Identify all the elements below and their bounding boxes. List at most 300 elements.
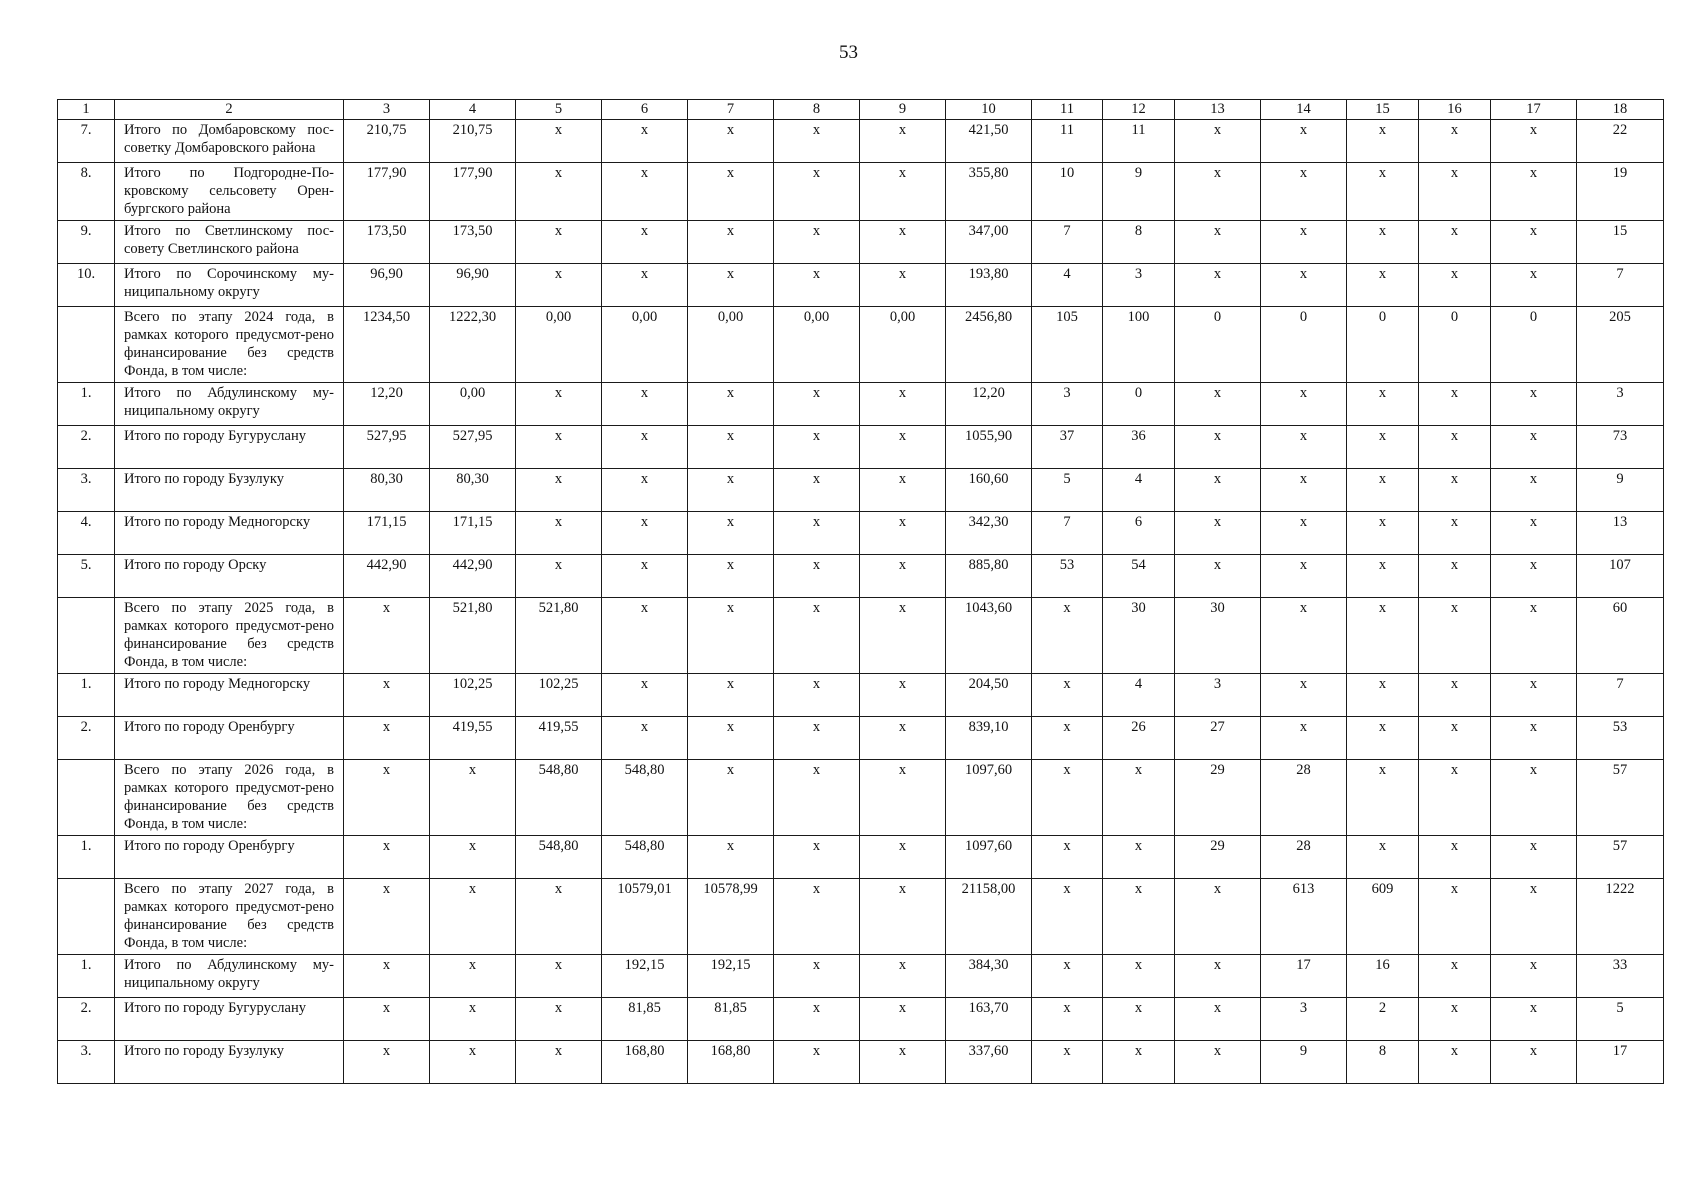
value-cell-col-18: 13 — [1577, 512, 1664, 555]
value-cell-col-17: x — [1491, 760, 1577, 836]
value-cell-col-15: x — [1347, 264, 1419, 307]
value-cell-col-4: 171,15 — [430, 512, 516, 555]
value-cell-col-12: 36 — [1103, 426, 1175, 469]
value-cell-col-14: x — [1261, 717, 1347, 760]
value-cell-col-10: 355,80 — [946, 163, 1032, 221]
value-cell-col-13: 29 — [1175, 760, 1261, 836]
column-number-7: 7 — [688, 100, 774, 120]
value-cell-col-17: x — [1491, 879, 1577, 955]
value-cell-col-10: 193,80 — [946, 264, 1032, 307]
value-cell-col-8: x — [774, 555, 860, 598]
row-name-cell: Всего по этапу 2025 года, в рамках которого предусмот-рено финансирование без средств Фонда, в том числе: — [115, 598, 344, 674]
value-cell-col-15: 16 — [1347, 955, 1419, 998]
value-cell-col-17: x — [1491, 555, 1577, 598]
value-cell-col-3: 527,95 — [344, 426, 430, 469]
value-cell-col-18: 19 — [1577, 163, 1664, 221]
value-cell-col-15: x — [1347, 383, 1419, 426]
value-cell-col-4: x — [430, 760, 516, 836]
value-cell-col-6: x — [602, 469, 688, 512]
value-cell-col-15: x — [1347, 836, 1419, 879]
value-cell-col-12: x — [1103, 1041, 1175, 1084]
value-cell-col-14: x — [1261, 555, 1347, 598]
value-cell-col-3: x — [344, 836, 430, 879]
value-cell-col-5: x — [516, 1041, 602, 1084]
value-cell-col-13: x — [1175, 998, 1261, 1041]
value-cell-col-11: 4 — [1032, 264, 1103, 307]
value-cell-col-7: x — [688, 598, 774, 674]
value-cell-col-18: 107 — [1577, 555, 1664, 598]
value-cell-col-3: x — [344, 674, 430, 717]
value-cell-col-15: x — [1347, 555, 1419, 598]
value-cell-col-4: x — [430, 955, 516, 998]
value-cell-col-8: x — [774, 674, 860, 717]
value-cell-col-4: x — [430, 998, 516, 1041]
value-cell-col-12: x — [1103, 879, 1175, 955]
value-cell-col-14: 3 — [1261, 998, 1347, 1041]
value-cell-col-3: x — [344, 717, 430, 760]
value-cell-col-15: 2 — [1347, 998, 1419, 1041]
value-cell-col-13: x — [1175, 120, 1261, 163]
value-cell-col-12: 30 — [1103, 598, 1175, 674]
value-cell-col-9: 0,00 — [860, 307, 946, 383]
value-cell-col-16: x — [1419, 717, 1491, 760]
value-cell-col-5: x — [516, 426, 602, 469]
table-row — [58, 383, 1664, 426]
row-name-cell: Итого по Сорочинскому му-ниципальному округу — [115, 264, 344, 307]
value-cell-col-4: 0,00 — [430, 383, 516, 426]
value-cell-col-9: x — [860, 1041, 946, 1084]
value-cell-col-14: x — [1261, 120, 1347, 163]
value-cell-col-4: 527,95 — [430, 426, 516, 469]
value-cell-col-7: x — [688, 555, 774, 598]
value-cell-col-11: 53 — [1032, 555, 1103, 598]
value-cell-col-3: 171,15 — [344, 512, 430, 555]
value-cell-col-9: x — [860, 879, 946, 955]
value-cell-col-12: x — [1103, 760, 1175, 836]
value-cell-col-12: x — [1103, 836, 1175, 879]
value-cell-col-9: x — [860, 512, 946, 555]
value-cell-col-13: x — [1175, 264, 1261, 307]
value-cell-col-10: 337,60 — [946, 1041, 1032, 1084]
value-cell-col-13: x — [1175, 512, 1261, 555]
table-row — [58, 879, 1664, 955]
value-cell-col-16: x — [1419, 836, 1491, 879]
value-cell-col-15: x — [1347, 221, 1419, 264]
value-cell-col-5: x — [516, 163, 602, 221]
value-cell-col-5: x — [516, 512, 602, 555]
value-cell-col-5: 548,80 — [516, 760, 602, 836]
value-cell-col-15: x — [1347, 760, 1419, 836]
value-cell-col-3: 173,50 — [344, 221, 430, 264]
value-cell-col-6: 81,85 — [602, 998, 688, 1041]
value-cell-col-14: x — [1261, 264, 1347, 307]
value-cell-col-10: 384,30 — [946, 955, 1032, 998]
value-cell-col-7: x — [688, 120, 774, 163]
value-cell-col-5: x — [516, 955, 602, 998]
value-cell-col-3: 442,90 — [344, 555, 430, 598]
column-number-17: 17 — [1491, 100, 1577, 120]
row-number-cell: 10. — [58, 264, 115, 307]
row-name-cell: Итого по городу Оренбургу — [115, 717, 344, 760]
value-cell-col-14: x — [1261, 383, 1347, 426]
value-cell-col-10: 204,50 — [946, 674, 1032, 717]
row-name-cell: Всего по этапу 2027 года, в рамках которого предусмот-рено финансирование без средств Фонда, в том числе: — [115, 879, 344, 955]
row-number-cell: 1. — [58, 955, 115, 998]
value-cell-col-16: x — [1419, 879, 1491, 955]
value-cell-col-13: x — [1175, 879, 1261, 955]
value-cell-col-5: x — [516, 221, 602, 264]
value-cell-col-6: x — [602, 120, 688, 163]
row-number-cell — [58, 760, 115, 836]
row-name-cell: Итого по городу Бугуруслану — [115, 998, 344, 1041]
value-cell-col-17: x — [1491, 598, 1577, 674]
value-cell-col-16: x — [1419, 221, 1491, 264]
value-cell-col-11: x — [1032, 598, 1103, 674]
value-cell-col-17: x — [1491, 1041, 1577, 1084]
value-cell-col-7: x — [688, 760, 774, 836]
value-cell-col-14: 28 — [1261, 760, 1347, 836]
row-name-cell: Итого по городу Оренбургу — [115, 836, 344, 879]
table-row — [58, 469, 1664, 512]
value-cell-col-18: 205 — [1577, 307, 1664, 383]
value-cell-col-18: 5 — [1577, 998, 1664, 1041]
row-number-cell — [58, 598, 115, 674]
value-cell-col-11: x — [1032, 998, 1103, 1041]
value-cell-col-7: x — [688, 674, 774, 717]
column-number-11: 11 — [1032, 100, 1103, 120]
value-cell-col-14: x — [1261, 598, 1347, 674]
value-cell-col-7: x — [688, 512, 774, 555]
value-cell-col-9: x — [860, 555, 946, 598]
value-cell-col-11: 5 — [1032, 469, 1103, 512]
value-cell-col-11: 7 — [1032, 512, 1103, 555]
value-cell-col-12: x — [1103, 955, 1175, 998]
value-cell-col-11: 11 — [1032, 120, 1103, 163]
row-name-cell: Итого по городу Бузулуку — [115, 469, 344, 512]
value-cell-col-5: x — [516, 879, 602, 955]
value-cell-col-8: 0,00 — [774, 307, 860, 383]
value-cell-col-8: x — [774, 469, 860, 512]
value-cell-col-18: 33 — [1577, 955, 1664, 998]
value-cell-col-17: x — [1491, 674, 1577, 717]
column-number-10: 10 — [946, 100, 1032, 120]
value-cell-col-13: 30 — [1175, 598, 1261, 674]
value-cell-col-4: x — [430, 836, 516, 879]
value-cell-col-4: 173,50 — [430, 221, 516, 264]
value-cell-col-18: 57 — [1577, 836, 1664, 879]
value-cell-col-16: x — [1419, 163, 1491, 221]
row-number-cell: 4. — [58, 512, 115, 555]
value-cell-col-10: 885,80 — [946, 555, 1032, 598]
value-cell-col-18: 53 — [1577, 717, 1664, 760]
row-number-cell — [58, 879, 115, 955]
value-cell-col-7: x — [688, 163, 774, 221]
value-cell-col-16: x — [1419, 555, 1491, 598]
value-cell-col-13: 27 — [1175, 717, 1261, 760]
value-cell-col-5: 419,55 — [516, 717, 602, 760]
value-cell-col-3: 12,20 — [344, 383, 430, 426]
value-cell-col-4: x — [430, 879, 516, 955]
value-cell-col-12: 0 — [1103, 383, 1175, 426]
table-row — [58, 307, 1664, 383]
row-name-cell: Итого по городу Орску — [115, 555, 344, 598]
value-cell-col-6: x — [602, 264, 688, 307]
value-cell-col-3: x — [344, 879, 430, 955]
value-cell-col-7: x — [688, 469, 774, 512]
column-number-16: 16 — [1419, 100, 1491, 120]
value-cell-col-15: 0 — [1347, 307, 1419, 383]
value-cell-col-11: 7 — [1032, 221, 1103, 264]
column-number-13: 13 — [1175, 100, 1261, 120]
value-cell-col-16: x — [1419, 264, 1491, 307]
column-number-9: 9 — [860, 100, 946, 120]
value-cell-col-12: 9 — [1103, 163, 1175, 221]
table-row — [58, 760, 1664, 836]
value-cell-col-10: 2456,80 — [946, 307, 1032, 383]
value-cell-col-13: 3 — [1175, 674, 1261, 717]
value-cell-col-16: x — [1419, 383, 1491, 426]
value-cell-col-10: 421,50 — [946, 120, 1032, 163]
table-row — [58, 998, 1664, 1041]
value-cell-col-9: x — [860, 717, 946, 760]
value-cell-col-9: x — [860, 998, 946, 1041]
value-cell-col-10: 1055,90 — [946, 426, 1032, 469]
row-number-cell: 9. — [58, 221, 115, 264]
value-cell-col-6: x — [602, 383, 688, 426]
value-cell-col-3: 177,90 — [344, 163, 430, 221]
value-cell-col-8: x — [774, 717, 860, 760]
column-number-4: 4 — [430, 100, 516, 120]
table-row — [58, 598, 1664, 674]
value-cell-col-17: x — [1491, 163, 1577, 221]
value-cell-col-15: x — [1347, 120, 1419, 163]
value-cell-col-11: 3 — [1032, 383, 1103, 426]
value-cell-col-13: 0 — [1175, 307, 1261, 383]
value-cell-col-12: x — [1103, 998, 1175, 1041]
value-cell-col-5: 102,25 — [516, 674, 602, 717]
page-number: 53 — [839, 42, 858, 63]
value-cell-col-6: x — [602, 221, 688, 264]
value-cell-col-4: 442,90 — [430, 555, 516, 598]
value-cell-col-12: 8 — [1103, 221, 1175, 264]
value-cell-col-9: x — [860, 469, 946, 512]
value-cell-col-12: 3 — [1103, 264, 1175, 307]
value-cell-col-17: x — [1491, 383, 1577, 426]
value-cell-col-15: x — [1347, 163, 1419, 221]
row-number-cell: 3. — [58, 1041, 115, 1084]
value-cell-col-13: x — [1175, 426, 1261, 469]
value-cell-col-9: x — [860, 264, 946, 307]
value-cell-col-5: 521,80 — [516, 598, 602, 674]
value-cell-col-8: x — [774, 264, 860, 307]
table-row — [58, 512, 1664, 555]
value-cell-col-18: 7 — [1577, 674, 1664, 717]
row-name-cell: Итого по Светлинскому пос-совету Светлинского района — [115, 221, 344, 264]
value-cell-col-3: 1234,50 — [344, 307, 430, 383]
value-cell-col-13: x — [1175, 555, 1261, 598]
value-cell-col-16: x — [1419, 760, 1491, 836]
value-cell-col-5: x — [516, 469, 602, 512]
value-cell-col-6: 0,00 — [602, 307, 688, 383]
value-cell-col-16: x — [1419, 955, 1491, 998]
table-row — [58, 163, 1664, 221]
value-cell-col-11: x — [1032, 879, 1103, 955]
value-cell-col-13: x — [1175, 1041, 1261, 1084]
value-cell-col-10: 160,60 — [946, 469, 1032, 512]
column-number-18: 18 — [1577, 100, 1664, 120]
value-cell-col-14: x — [1261, 512, 1347, 555]
value-cell-col-17: x — [1491, 264, 1577, 307]
value-cell-col-4: x — [430, 1041, 516, 1084]
value-cell-col-10: 1097,60 — [946, 836, 1032, 879]
value-cell-col-6: x — [602, 717, 688, 760]
value-cell-col-16: x — [1419, 426, 1491, 469]
value-cell-col-10: 1097,60 — [946, 760, 1032, 836]
value-cell-col-9: x — [860, 760, 946, 836]
value-cell-col-6: x — [602, 426, 688, 469]
value-cell-col-10: 347,00 — [946, 221, 1032, 264]
value-cell-col-12: 6 — [1103, 512, 1175, 555]
value-cell-col-11: x — [1032, 760, 1103, 836]
column-number-5: 5 — [516, 100, 602, 120]
table-row — [58, 264, 1664, 307]
value-cell-col-7: 10578,99 — [688, 879, 774, 955]
value-cell-col-12: 26 — [1103, 717, 1175, 760]
table-row — [58, 1041, 1664, 1084]
value-cell-col-3: 210,75 — [344, 120, 430, 163]
value-cell-col-8: x — [774, 163, 860, 221]
value-cell-col-3: x — [344, 998, 430, 1041]
value-cell-col-9: x — [860, 674, 946, 717]
value-cell-col-8: x — [774, 955, 860, 998]
row-number-cell: 7. — [58, 120, 115, 163]
value-cell-col-14: x — [1261, 426, 1347, 469]
value-cell-col-18: 7 — [1577, 264, 1664, 307]
value-cell-col-9: x — [860, 598, 946, 674]
value-cell-col-18: 57 — [1577, 760, 1664, 836]
row-number-cell: 1. — [58, 383, 115, 426]
row-number-cell: 2. — [58, 717, 115, 760]
value-cell-col-18: 17 — [1577, 1041, 1664, 1084]
value-cell-col-16: x — [1419, 598, 1491, 674]
value-cell-col-5: x — [516, 998, 602, 1041]
value-cell-col-17: x — [1491, 512, 1577, 555]
value-cell-col-8: x — [774, 1041, 860, 1084]
value-cell-col-9: x — [860, 120, 946, 163]
column-number-6: 6 — [602, 100, 688, 120]
value-cell-col-14: 613 — [1261, 879, 1347, 955]
value-cell-col-4: 96,90 — [430, 264, 516, 307]
value-cell-col-6: 10579,01 — [602, 879, 688, 955]
row-number-cell: 5. — [58, 555, 115, 598]
value-cell-col-8: x — [774, 426, 860, 469]
table-row — [58, 717, 1664, 760]
value-cell-col-12: 54 — [1103, 555, 1175, 598]
value-cell-col-11: x — [1032, 836, 1103, 879]
value-cell-col-3: x — [344, 760, 430, 836]
value-cell-col-8: x — [774, 998, 860, 1041]
value-cell-col-17: x — [1491, 998, 1577, 1041]
value-cell-col-14: x — [1261, 469, 1347, 512]
value-cell-col-13: 29 — [1175, 836, 1261, 879]
value-cell-col-11: x — [1032, 717, 1103, 760]
value-cell-col-8: x — [774, 512, 860, 555]
value-cell-col-3: x — [344, 955, 430, 998]
value-cell-col-18: 3 — [1577, 383, 1664, 426]
value-cell-col-15: x — [1347, 717, 1419, 760]
value-cell-col-16: x — [1419, 674, 1491, 717]
value-cell-col-15: x — [1347, 426, 1419, 469]
value-cell-col-3: 80,30 — [344, 469, 430, 512]
table-row — [58, 221, 1664, 264]
value-cell-col-16: 0 — [1419, 307, 1491, 383]
value-cell-col-14: 17 — [1261, 955, 1347, 998]
value-cell-col-8: x — [774, 383, 860, 426]
row-name-cell: Итого по Абдулинскому му-ниципальному округу — [115, 383, 344, 426]
value-cell-col-14: 0 — [1261, 307, 1347, 383]
value-cell-col-9: x — [860, 955, 946, 998]
value-cell-col-8: x — [774, 120, 860, 163]
column-number-14: 14 — [1261, 100, 1347, 120]
value-cell-col-16: x — [1419, 512, 1491, 555]
value-cell-col-13: x — [1175, 469, 1261, 512]
value-cell-col-3: x — [344, 1041, 430, 1084]
value-cell-col-15: 8 — [1347, 1041, 1419, 1084]
value-cell-col-8: x — [774, 760, 860, 836]
value-cell-col-10: 342,30 — [946, 512, 1032, 555]
value-cell-col-7: 81,85 — [688, 998, 774, 1041]
value-cell-col-18: 60 — [1577, 598, 1664, 674]
data-table — [57, 99, 1664, 1084]
value-cell-col-16: x — [1419, 998, 1491, 1041]
value-cell-col-11: x — [1032, 1041, 1103, 1084]
value-cell-col-10: 21158,00 — [946, 879, 1032, 955]
value-cell-col-14: x — [1261, 163, 1347, 221]
value-cell-col-7: 0,00 — [688, 307, 774, 383]
value-cell-col-4: 1222,30 — [430, 307, 516, 383]
value-cell-col-3: 96,90 — [344, 264, 430, 307]
value-cell-col-8: x — [774, 879, 860, 955]
value-cell-col-9: x — [860, 383, 946, 426]
value-cell-col-17: x — [1491, 426, 1577, 469]
value-cell-col-4: 177,90 — [430, 163, 516, 221]
value-cell-col-15: 609 — [1347, 879, 1419, 955]
value-cell-col-17: x — [1491, 717, 1577, 760]
column-number-2: 2 — [115, 100, 344, 120]
value-cell-col-6: 168,80 — [602, 1041, 688, 1084]
table-row — [58, 120, 1664, 163]
value-cell-col-7: x — [688, 264, 774, 307]
value-cell-col-5: x — [516, 120, 602, 163]
value-cell-col-12: 4 — [1103, 674, 1175, 717]
value-cell-col-7: 168,80 — [688, 1041, 774, 1084]
value-cell-col-17: x — [1491, 955, 1577, 998]
row-number-cell: 8. — [58, 163, 115, 221]
value-cell-col-15: x — [1347, 674, 1419, 717]
value-cell-col-8: x — [774, 598, 860, 674]
value-cell-col-11: 105 — [1032, 307, 1103, 383]
value-cell-col-15: x — [1347, 469, 1419, 512]
value-cell-col-17: x — [1491, 221, 1577, 264]
column-number-3: 3 — [344, 100, 430, 120]
value-cell-col-18: 15 — [1577, 221, 1664, 264]
row-number-cell: 2. — [58, 426, 115, 469]
value-cell-col-5: 548,80 — [516, 836, 602, 879]
table-row — [58, 674, 1664, 717]
value-cell-col-14: x — [1261, 221, 1347, 264]
value-cell-col-10: 1043,60 — [946, 598, 1032, 674]
value-cell-col-7: x — [688, 383, 774, 426]
